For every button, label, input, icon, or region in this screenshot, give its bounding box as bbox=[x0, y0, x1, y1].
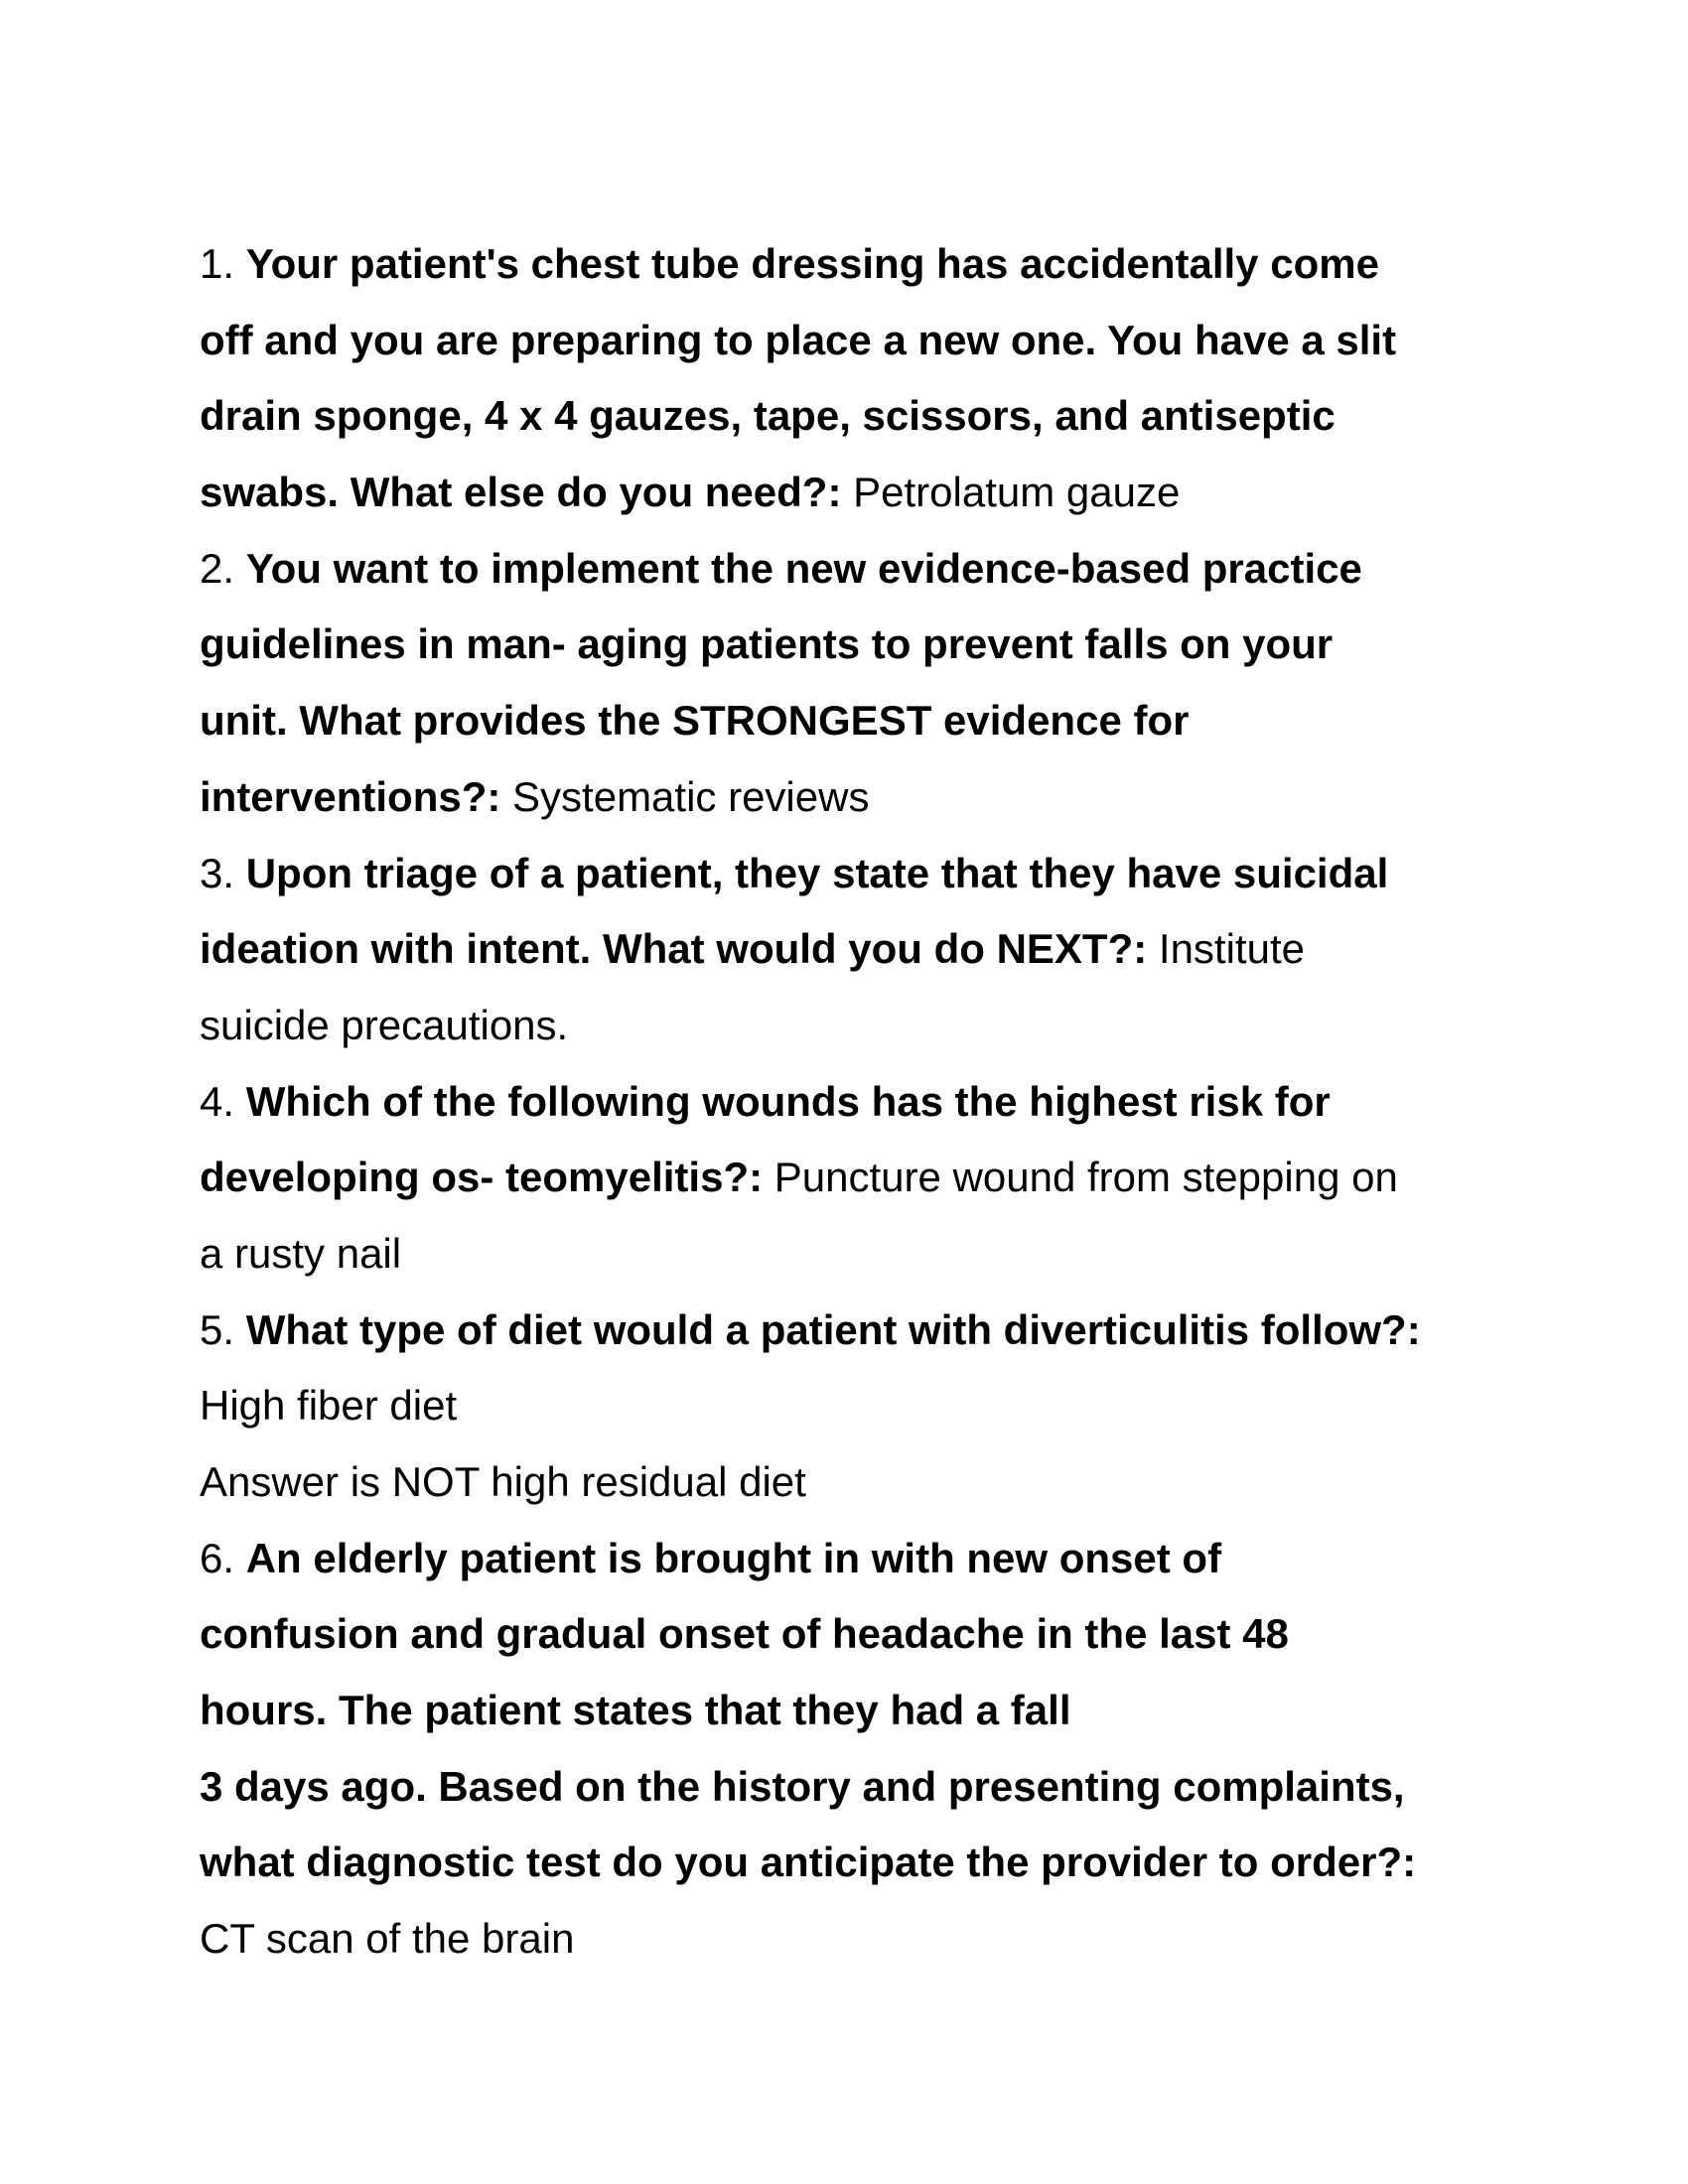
question-text: off and you are preparing to place a new one. You have a slit bbox=[200, 316, 1397, 363]
text-line bbox=[200, 759, 1590, 836]
question-text: developing os- teomyelitis?: bbox=[200, 1154, 774, 1201]
qa-item-1 bbox=[200, 226, 1590, 531]
question-text: unit. What provides the STRONGEST evidence for bbox=[200, 697, 1190, 745]
text-line bbox=[200, 911, 1590, 988]
item-number: 2. bbox=[200, 544, 246, 592]
question-text: Which of the following wounds has the highest risk for bbox=[245, 1077, 1331, 1125]
text-line bbox=[200, 836, 1590, 912]
text-line bbox=[200, 1140, 1590, 1216]
text-line bbox=[200, 226, 1590, 303]
qa-item-3 bbox=[200, 836, 1590, 1064]
text-line bbox=[200, 1216, 1590, 1293]
question-text: swabs. What else do you need?: bbox=[200, 469, 854, 516]
text-line bbox=[200, 607, 1590, 683]
question-text: What type of diet would a patient with diverticulitis follow?: bbox=[245, 1305, 1421, 1353]
text-line bbox=[200, 988, 1590, 1064]
text-line bbox=[200, 1521, 1590, 1597]
text-line bbox=[200, 455, 1590, 531]
question-text: interventions?: bbox=[200, 772, 513, 820]
text-line bbox=[200, 1444, 1590, 1521]
qa-item-5 bbox=[200, 1293, 1590, 1521]
answer-text: Institute bbox=[1158, 925, 1305, 973]
qa-item-6 bbox=[200, 1521, 1590, 1978]
item-number: 4. bbox=[200, 1077, 246, 1125]
text-line bbox=[200, 1293, 1590, 1369]
question-text: confusion and gradual onset of headache in the last 48 bbox=[200, 1610, 1289, 1658]
text-line bbox=[200, 1901, 1590, 1978]
qa-item-4 bbox=[200, 1064, 1590, 1293]
text-line bbox=[200, 1368, 1590, 1444]
text-line bbox=[200, 1825, 1590, 1901]
question-text: An elderly patient is brought in with new onset of bbox=[245, 1534, 1222, 1581]
item-number: 3. bbox=[200, 849, 246, 896]
text-line bbox=[200, 378, 1590, 455]
answer-text: CT scan of the brain bbox=[200, 1915, 575, 1963]
item-number: 5. bbox=[200, 1305, 246, 1353]
question-text: hours. The patient states that they had a fall bbox=[200, 1687, 1071, 1734]
answer-text: Puncture wound from stepping on bbox=[774, 1154, 1398, 1201]
question-text: what diagnostic test do you anticipate the provider to order?: bbox=[200, 1839, 1417, 1886]
answer-text: Answer is NOT high residual diet bbox=[200, 1458, 806, 1505]
text-line bbox=[200, 1749, 1590, 1826]
question-text: ideation with intent. What would you do NEXT?: bbox=[200, 925, 1159, 973]
item-number: 1. bbox=[200, 240, 246, 287]
answer-text: suicide precautions. bbox=[200, 1001, 569, 1048]
answer-text: High fiber diet bbox=[200, 1382, 458, 1430]
answer-text: Petrolatum gauze bbox=[853, 469, 1181, 516]
text-line bbox=[200, 1673, 1590, 1749]
text-line bbox=[200, 531, 1590, 608]
answer-text: a rusty nail bbox=[200, 1229, 402, 1277]
document-page bbox=[200, 226, 1590, 1978]
text-line bbox=[200, 1064, 1590, 1141]
question-text: drain sponge, 4 x 4 gauzes, tape, scissors, and antiseptic bbox=[200, 392, 1336, 440]
text-line bbox=[200, 303, 1590, 379]
qa-item-2 bbox=[200, 531, 1590, 836]
question-text: You want to implement the new evidence-based practice bbox=[245, 544, 1362, 592]
question-text: guidelines in man- aging patients to prevent falls on your bbox=[200, 620, 1334, 668]
answer-text: Systematic reviews bbox=[512, 772, 870, 820]
question-text: 3 days ago. Based on the history and presenting complaints, bbox=[200, 1762, 1405, 1810]
question-text: Upon triage of a patient, they state that they have suicidal bbox=[245, 849, 1389, 896]
item-number: 6. bbox=[200, 1534, 246, 1581]
text-line bbox=[200, 683, 1590, 759]
text-line bbox=[200, 1596, 1590, 1673]
question-text: Your patient's chest tube dressing has accidentally come bbox=[245, 240, 1379, 287]
